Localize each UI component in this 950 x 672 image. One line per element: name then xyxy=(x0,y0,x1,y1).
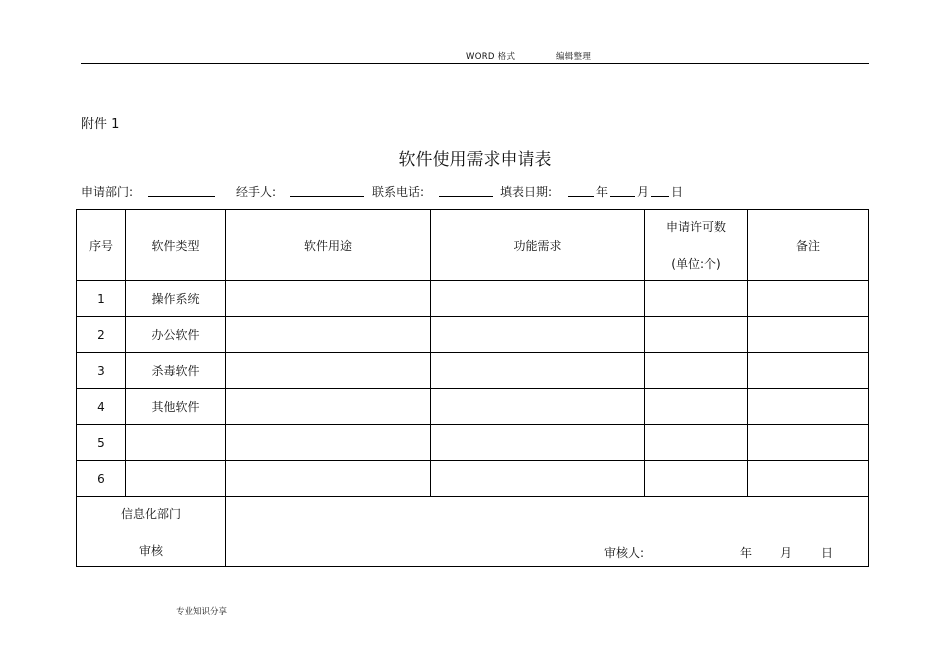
table-row xyxy=(77,317,869,353)
license-unit-label: (单位:个) xyxy=(671,257,721,271)
header-right-text: 编辑整理 xyxy=(556,52,592,62)
row-license-cell[interactable] xyxy=(645,461,748,497)
row-usage-cell[interactable] xyxy=(226,461,431,497)
table-row xyxy=(77,389,869,425)
row-software-type: 操作系统 xyxy=(126,281,226,317)
approval-review-label: 审核 xyxy=(138,543,163,558)
handler-label: 经手人: xyxy=(236,185,277,199)
header-license-count xyxy=(645,210,748,281)
row-usage-cell[interactable] xyxy=(226,281,431,317)
table-row xyxy=(77,281,869,317)
department-blank[interactable] xyxy=(148,184,215,197)
sign-month-label: 月 xyxy=(780,546,793,560)
row-usage-cell[interactable] xyxy=(226,389,431,425)
row-license-cell[interactable] xyxy=(645,353,748,389)
header-software-usage: 软件用途 xyxy=(226,210,431,281)
row-function-cell[interactable] xyxy=(431,461,645,497)
row-function-cell[interactable] xyxy=(431,317,645,353)
approval-row xyxy=(77,497,869,567)
date-day-label: 日 xyxy=(671,185,684,199)
row-number: 4 xyxy=(77,389,126,425)
license-count-label: 申请许可数 xyxy=(665,220,726,234)
reviewer-label: 审核人: xyxy=(604,546,645,560)
table-row xyxy=(77,461,869,497)
row-remark-cell[interactable] xyxy=(748,353,869,389)
date-month-label: 月 xyxy=(637,185,650,199)
handler-blank[interactable] xyxy=(290,184,364,197)
row-remark-cell[interactable] xyxy=(748,389,869,425)
row-function-cell[interactable] xyxy=(431,425,645,461)
row-software-type: 办公软件 xyxy=(126,317,226,353)
row-usage-cell[interactable] xyxy=(226,317,431,353)
sign-year-label: 年 xyxy=(740,546,753,560)
date-year-label: 年 xyxy=(596,185,609,199)
row-usage-cell[interactable] xyxy=(226,425,431,461)
table-row xyxy=(77,425,869,461)
row-remark-cell[interactable] xyxy=(748,281,869,317)
row-function-cell[interactable] xyxy=(431,353,645,389)
sign-day-label: 日 xyxy=(821,546,834,560)
phone-blank[interactable] xyxy=(439,184,493,197)
date-month-blank[interactable] xyxy=(610,184,635,197)
date-label: 填表日期: xyxy=(500,185,553,199)
row-remark-cell[interactable] xyxy=(748,425,869,461)
row-number: 2 xyxy=(77,317,126,353)
header-software-type: 软件类型 xyxy=(126,210,226,281)
attachment-label: 附件 1 xyxy=(81,117,120,132)
row-license-cell[interactable] xyxy=(645,317,748,353)
header-divider xyxy=(81,63,869,64)
header-remark: 备注 xyxy=(748,210,869,281)
row-remark-cell[interactable] xyxy=(748,461,869,497)
table-row xyxy=(77,353,869,389)
table-header-row xyxy=(77,210,869,281)
page-title: 软件使用需求申请表 xyxy=(398,150,552,170)
row-software-type: 杀毒软件 xyxy=(126,353,226,389)
date-day-blank[interactable] xyxy=(651,184,669,197)
row-number: 3 xyxy=(77,353,126,389)
department-label: 申请部门: xyxy=(81,185,134,199)
row-usage-cell[interactable] xyxy=(226,353,431,389)
header-function-requirement: 功能需求 xyxy=(431,210,645,281)
row-remark-cell[interactable] xyxy=(748,317,869,353)
phone-label: 联系电话: xyxy=(372,185,425,199)
footer-text: 专业知识分享 xyxy=(176,607,228,617)
row-number: 6 xyxy=(77,461,126,497)
row-software-type: 其他软件 xyxy=(126,389,226,425)
header-seq: 序号 xyxy=(77,210,126,281)
row-license-cell[interactable] xyxy=(645,425,748,461)
header-left-text: WORD 格式 xyxy=(466,52,516,62)
request-table xyxy=(76,209,869,567)
approval-dept-label: 信息化部门 xyxy=(120,506,181,521)
row-function-cell[interactable] xyxy=(431,389,645,425)
approval-dept-cell xyxy=(77,497,226,567)
row-number: 5 xyxy=(77,425,126,461)
row-license-cell[interactable] xyxy=(645,389,748,425)
row-software-type[interactable] xyxy=(126,461,226,497)
row-software-type[interactable] xyxy=(126,425,226,461)
row-function-cell[interactable] xyxy=(431,281,645,317)
row-license-cell[interactable] xyxy=(645,281,748,317)
row-number: 1 xyxy=(77,281,126,317)
approval-signature-cell[interactable] xyxy=(226,497,869,567)
date-year-blank[interactable] xyxy=(568,184,594,197)
